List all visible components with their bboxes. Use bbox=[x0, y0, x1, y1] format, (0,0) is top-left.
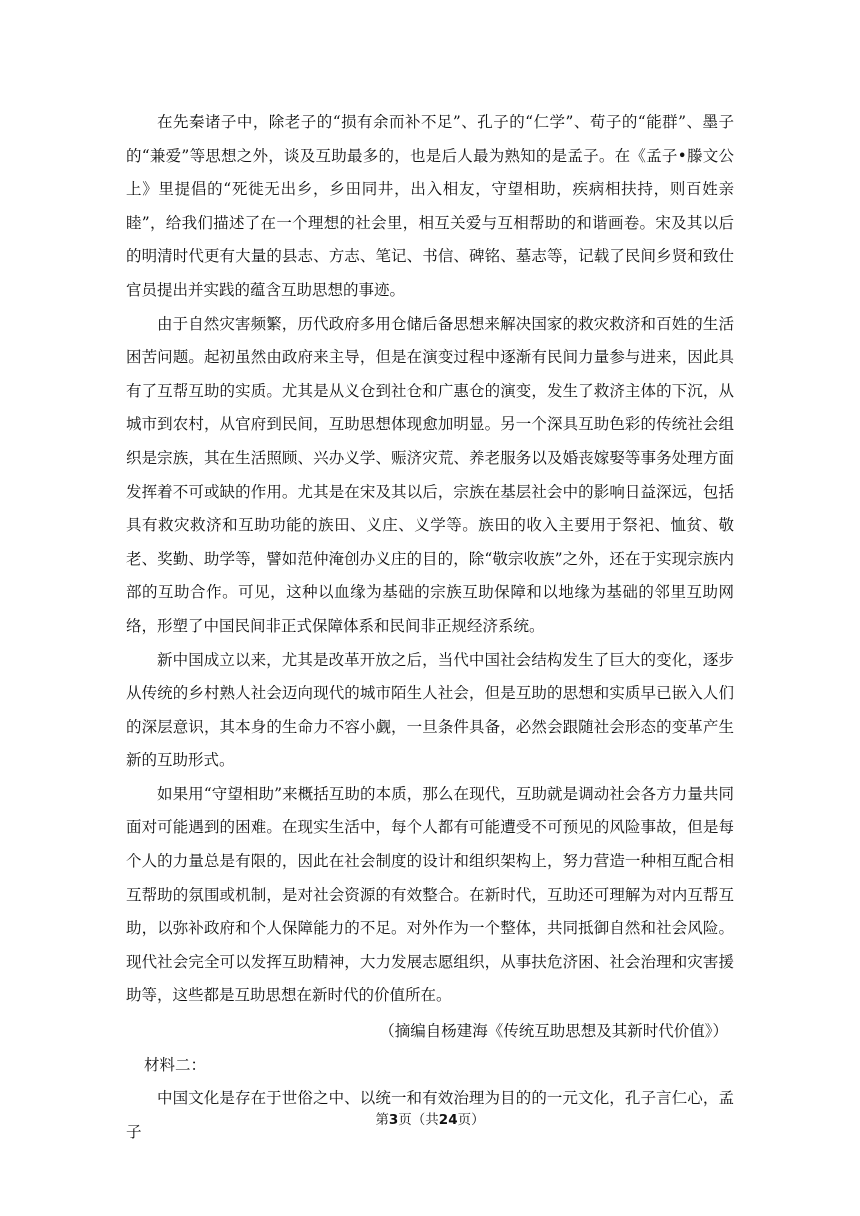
footer-page-number: 3 bbox=[388, 1112, 399, 1128]
document-body bbox=[126, 106, 734, 1149]
section-label: 材料二： bbox=[144, 1055, 207, 1074]
page-footer bbox=[0, 1110, 860, 1130]
footer-middle: 页（共 bbox=[398, 1112, 439, 1128]
footer-suffix: 页） bbox=[457, 1112, 485, 1128]
paragraph-5: 中国文化是存在于世俗之中、以统一和有效治理为目的的一元文化，孔子言仁心，孟子 bbox=[126, 1089, 734, 1141]
source-citation: （摘编自杨建海《传统互助思想及其新时代价值》） bbox=[379, 1022, 728, 1041]
footer-prefix: 第 bbox=[375, 1112, 389, 1128]
paragraph-4: 如果用“守望相助”来概括互助的本质，那么在现代，互助就是调动社会各方力量共同面对可能遇到的困难。在现实生活中，每个人都有可能遭受不可预见的风险事故，但是每个人的力量总是有限的，因此在社会制度的设计和组织架构上，努力营造一种相互配合相互帮助的氛围或机制，是对社会资源的有效整合。在新时代，互助还可理解为对内互帮互助，以弥补政府和个人保障能力的不足。对外作为一个整体，共同抵御自然和社会风险。现代社会完全可以发挥互助精神，大力发展志愿组织，从事扶危济困、社会治理和灾害援助等，这些都是互助思想在新时代的价值所在。 bbox=[126, 784, 734, 1005]
paragraph-3: 新中国成立以来，尤其是改革开放之后，当代中国社会结构发生了巨大的变化，逐步从传统的乡村熟人社会迈向现代的城市陌生人社会，但是互助的思想和实质早已嵌入人们的深层意识，其本身的生命力不容小觑，一旦条件具备，必然会跟随社会形态的变革产生新的互助形式。 bbox=[126, 650, 734, 770]
paragraph-2: 由于自然灾害频繁，历代政府多用仓储后备思想来解决国家的救灾救济和百姓的生活困苦问题。起初虽然由政府来主导，但是在演变过程中逐渐有民间力量参与进来，因此具有了互帮互助的实质。尤其是从义仓到社仓和广惠仓的演变，发生了救济主体的下沉，从城市到农村，从官府到民间，互助思想体现愈加明显。另一个深具互助色彩的传统社会组织是宗族，其在生活照顾、兴办义学、赈济灾荒、养老服务以及婚丧嫁娶等事务处理方面发挥着不可或缺的作用。尤其是在宋及其以后，宗族在基层社会中的影响日益深远，包括具有救灾救济和互助功能的族田、义庄、义学等。族田的收入主要用于祭祀、恤贫、敬老、奖勤、助学等，譬如范仲淹创办义庄的目的，除“敬宗收族”之外，还在于实现宗族内部的互助合作。可见，这种以血缘为基础的宗族互助保障和以地缘为基础的邻里互助网络，形塑了中国民间非正式保障体系和民间非正规经济系统。 bbox=[126, 314, 734, 635]
footer-total-pages: 24 bbox=[438, 1112, 458, 1128]
paragraph-1: 在先秦诸子中，除老子的“损有余而补不足”、孔子的“仁学”、荀子的“能群”、墨子的“兼爱”等思想之外，谈及互助最多的，也是后人最为熟知的是孟子。在《孟子•滕文公上》里提倡的“死徙无出乡，乡田同井，出入相友，守望相助，疾病相扶持，则百姓亲睦”，给我们描述了在一个理想的社会里，相互关爱与互相帮助的和谐画卷。宋及其以后的明清时代更有大量的县志、方志、笔记、书信、碑铭、墓志等，记载了民间乡贤和致仕官员提出并实践的蕴含互助思想的事迹。 bbox=[126, 113, 734, 299]
